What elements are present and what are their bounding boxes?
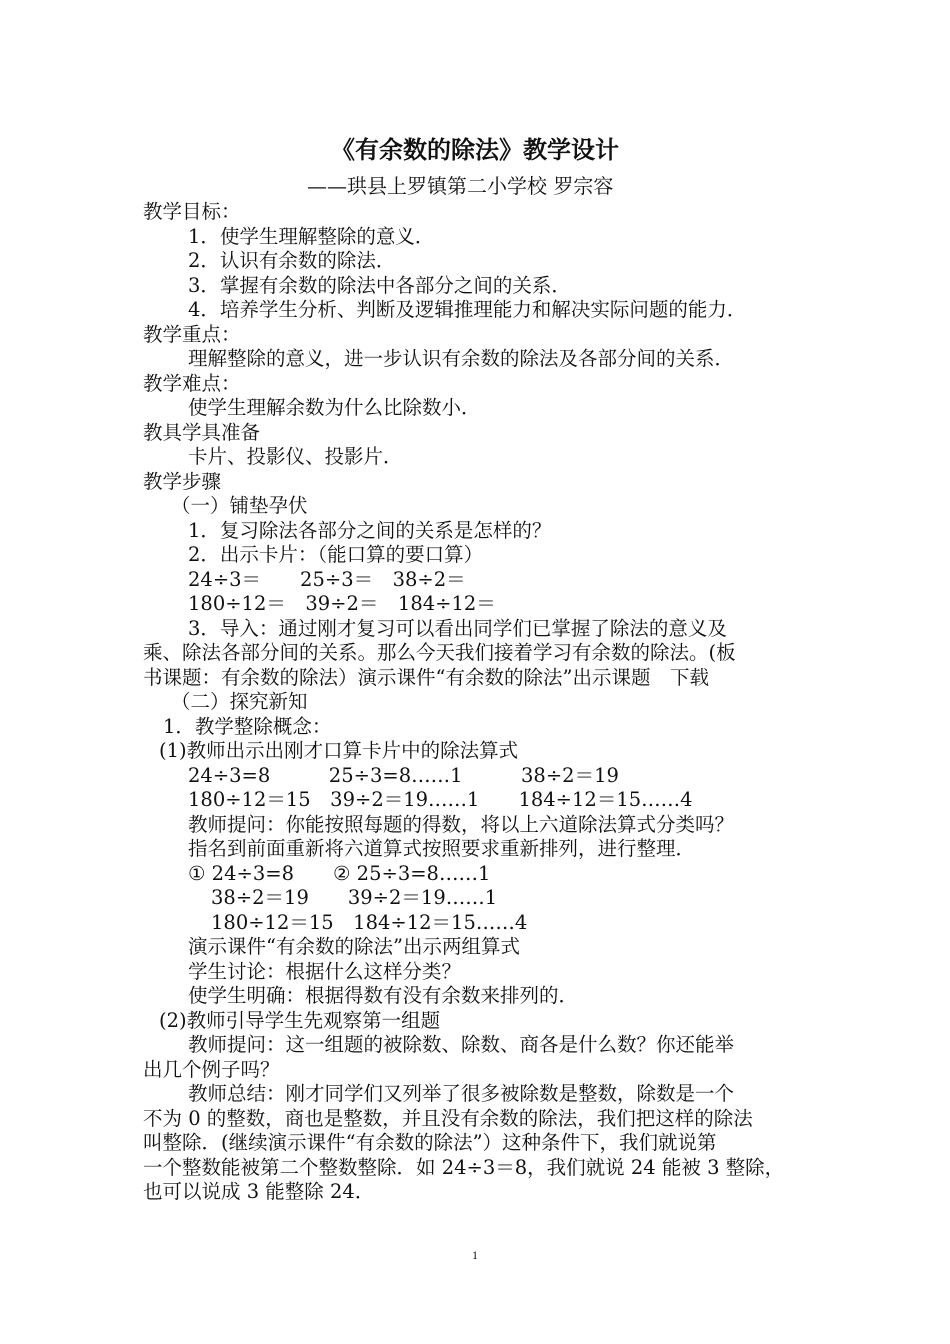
text-line: 理解整除的意义，进一步认识有余数的除法及各部分间的关系．: [188, 347, 735, 370]
text-line: 180÷12＝15 184÷12＝15……4: [211, 910, 528, 934]
text-line: （二）探究新知: [171, 690, 308, 713]
text-line: 使学生明确：根据得数有没有余数来排列的．: [188, 984, 579, 1007]
text-line: (1)教师出示出刚才口算卡片中的除法算式: [159, 739, 519, 762]
text-line: 叫整除．(继续演示课件“有余数的除法”）这种条件下，我们就说第: [143, 1131, 717, 1154]
text-line: 教师提问：你能按照每题的得数，将以上六道除法算式分类吗？: [188, 812, 735, 836]
text-line: 卡片、投影仪、投影片．: [188, 445, 403, 468]
text-line: 学生讨论：根据什么这样分类？: [188, 959, 462, 983]
text-line: 一个整数能被第二个整数整除．如 24÷3＝8，我们就说 24 能被 3 整除，: [143, 1155, 785, 1179]
author-line: ——珙县上罗镇第二小学校 罗宗容: [307, 174, 614, 198]
document-title: 《有余数的除法》教学设计: [331, 135, 619, 164]
text-line: 2．出示卡片：（能口算的要口算）: [188, 543, 484, 566]
text-line: 24÷3=8 25÷3=8……1 38÷2＝19: [188, 763, 619, 787]
text-line: 180÷12＝15 39÷2＝19……1 184÷12＝15……4: [188, 788, 693, 811]
text-line: 24÷3＝ 25÷3＝ 38÷2＝: [188, 567, 466, 591]
text-line: 1．教学整除概念：: [163, 714, 332, 738]
text-line: 演示课件“有余数的除法”出示两组算式: [188, 935, 520, 958]
text-line: 教具学具准备: [143, 420, 261, 444]
text-line: 教师提问：这一组题的被除数、除数、商各是什么数？你还能举: [188, 1033, 735, 1056]
text-line: 乘、除法各部分间的关系。那么今天我们接着学习有余数的除法。(板: [143, 641, 736, 664]
text-line: 教师总结：刚才同学们又列举了很多被除数是整数，除数是一个: [188, 1082, 735, 1105]
text-line: 1．复习除法各部分之间的关系是怎样的？: [188, 518, 552, 542]
text-line: 1．使学生理解整除的意义．: [188, 224, 435, 248]
text-line: 书课题：有余数的除法）演示课件“有余数的除法”出示课题 下载: [143, 665, 709, 689]
document-body: [143, 200, 816, 1205]
text-line: (2)教师引导学生先观察第一组题: [159, 1008, 441, 1032]
text-line: 教学难点：: [143, 371, 241, 395]
text-line: 4．培养学生分析、判断及逻辑推理能力和解决实际问题的能力．: [188, 298, 747, 321]
page-number: 1: [472, 1248, 478, 1262]
text-line: 38÷2＝19 39÷2＝19……1: [211, 886, 498, 909]
text-line: 2．认识有余数的除法．: [188, 249, 396, 272]
text-line: 3．掌握有余数的除法中各部分之间的关系．: [188, 273, 571, 297]
text-line: 出几个例子吗？: [143, 1057, 280, 1081]
text-line: 教学步骤: [143, 469, 222, 493]
text-line: 也可以说成 3 能整除 24．: [143, 1180, 375, 1203]
text-line: ① 24÷3=8 ② 25÷3=8……1: [188, 861, 491, 885]
text-line: 180÷12＝ 39÷2＝ 184÷12＝: [188, 592, 496, 615]
text-line: （一）铺垫孕伏: [171, 494, 308, 517]
text-line: 不为 0 的整数，商也是整数，并且没有余数的除法，我们把这样的除法: [143, 1106, 753, 1130]
text-line: 教学目标：: [143, 200, 241, 223]
text-line: 教学重点：: [143, 322, 241, 346]
text-line: 使学生理解余数为什么比除数小．: [188, 396, 481, 419]
text-line: 3．导入：通过刚才复习可以看出同学们已掌握了除法的意义及: [188, 616, 727, 640]
text-line: 指名到前面重新将六道算式按照要求重新排列，进行整理．: [188, 837, 696, 860]
